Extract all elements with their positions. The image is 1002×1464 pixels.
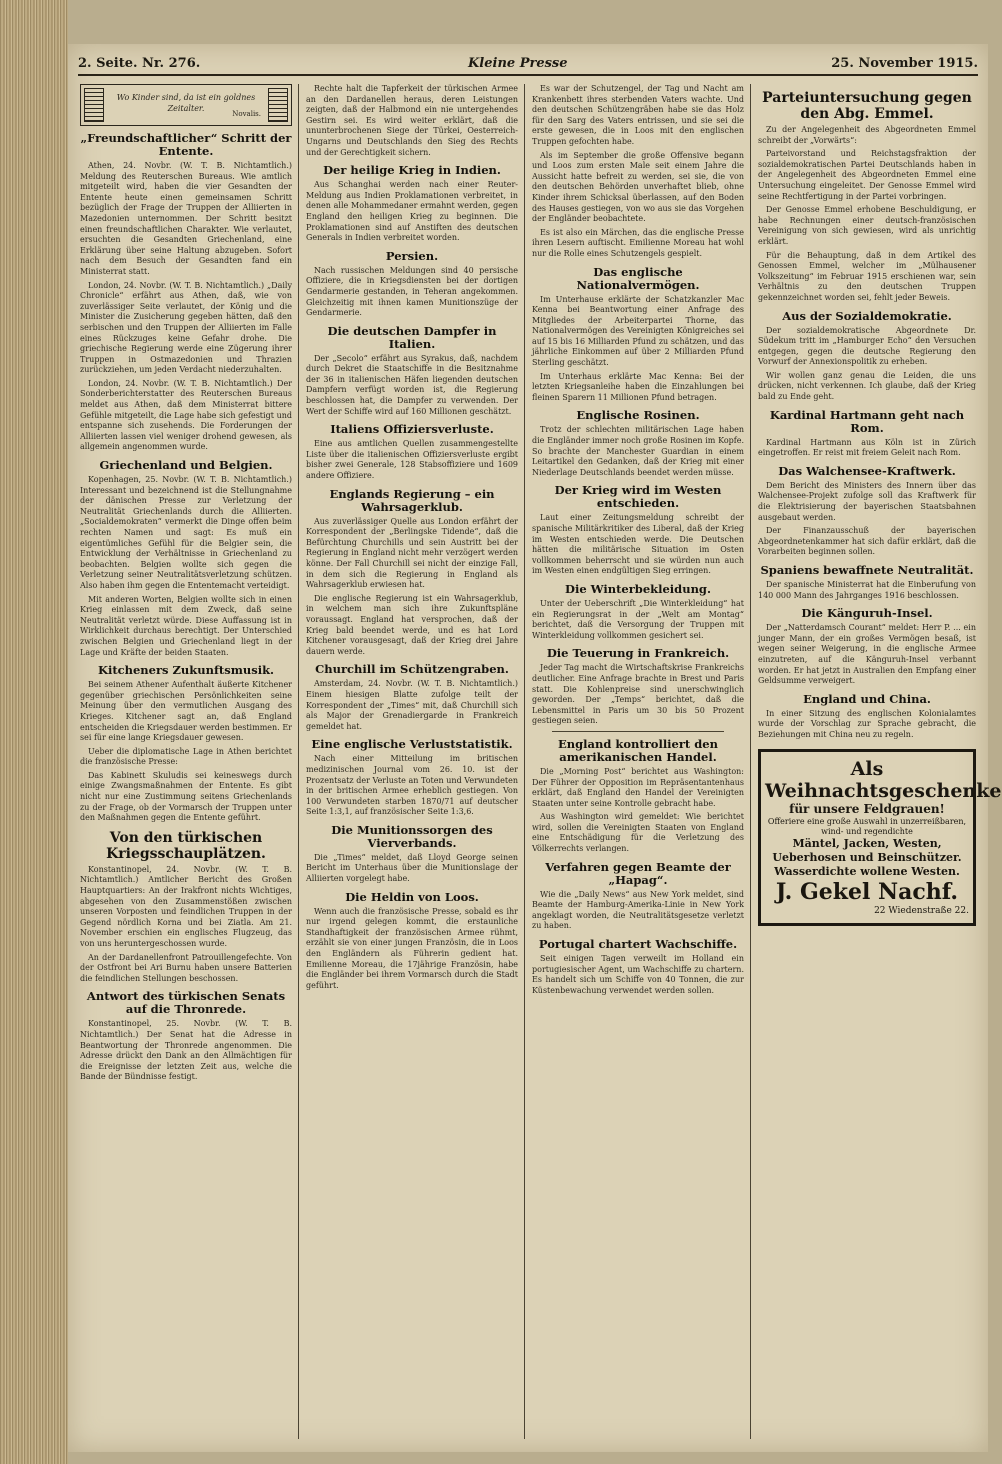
advertisement: [758, 749, 1002, 926]
paragraph: An der Dardanellenfront Patrouillengefechte. Von der Ostfront bei Ari Burnu haben unsere Batterien die feindlichen Stellungen beschossen.: [80, 952, 292, 983]
newspaper-page: [68, 44, 1002, 1452]
ad-headline: Als Weihnachtsgeschenke: [765, 757, 1002, 802]
column-rule: [298, 84, 299, 1439]
paragraph: Der „Secolo“ erfährt aus Syrakus, daß, nachdem durch Dekret die Staatschiffe in die Besitznahme der 36 in italienischen Häfen liegenden deutschen Dampfern verfügt worden ist, die Regierung beschlossen hat, die Dampfer zu verwenden. Der Wert der Schiffe wird auf 160 Millionen geschätzt.: [306, 353, 518, 416]
paragraph: Amsterdam, 24. Novbr. (W. T. B. Nichtamtlich.) Einem hiesigen Blatte zufolge teilt der Korrespondent der „Times“ mit, daß Churchill sich als Major der Grenadiergarde in Frankreich gemeldet hat.: [306, 679, 518, 731]
headline: Verfahren gegen Beamte der „Hapag“.: [545, 859, 731, 887]
headline: Parteiuntersuchung gegen den Abg. Emmel.: [762, 90, 972, 122]
paragraph: Zu der Angelegenheit des Abgeordneten Emmel schreibt der „Vorwärts“:: [758, 125, 976, 145]
headline: Griechenland und Belgien.: [99, 458, 273, 473]
paragraph: Athen, 24. Novbr. (W. T. B. Nichtamtlich.) Meldung des Reuterschen Bureaus. Wie amtlich mitgeteilt wird, haben die vier Gesandten der Entente heute einen gemeinsamen Schritt bezüglich der Frage der Truppen der Alliierten in Mazedonien unternommen. Der Schritt besitzt einen freundschaftlichen Charakter. Wie verlautet, ersuchten die Gesandten Griechenland, eine Erklärung über seine Haltung abzugeben. Sofort nach dem Besuch der Gesandten fand ein Ministerrat statt.: [80, 161, 292, 276]
paragraph: Nach einer Mitteilung im britischen medizinischen Journal vom 26. 10. ist der Prozentsatz der Verluste an Toten und Verwundeten in der britischen Armee erheblich gestiegen. Von 100 Verwundeten starben 1870/71 auf deutscher Seite 1:3,1, auf französischer Seite 1:3,6.: [306, 754, 518, 817]
headline: Die Känguruh-Insel.: [801, 606, 933, 621]
divider: [552, 731, 724, 732]
paragraph: Die englische Regierung ist ein Wahrsagerklub, in welchem man sich ihre Zukunftspläne voraussagt. England hat versprochen, daß der Krieg bald beendet werde, und es hat Lord Kitchener vorausgesagt, daß der Krieg drei Jahre dauern werde.: [306, 593, 518, 656]
ad-address: 22 Wiedenstraße 22.: [874, 905, 969, 916]
paragraph: Wenn auch die französische Presse, sobald es ihr nur irgend gelegen kommt, die erstaunliche Standhaftigkeit der französischen Armee rühmt, erzählt sie von einer jungen Französin, die in Loos den Engländern als Führerin gedient hat. Emilienne Moreau, die 17jährige Französin, habe die Engländer bei ihrem Vormarsch durch die Stadt geführt.: [306, 906, 518, 990]
paragraph: Der Finanzausschuß der bayerischen Abgeordnetenkammer hat sich dafür erklärt, daß die Vorarbeiten beginnen sollen.: [758, 526, 976, 557]
headline: Die Winterbekleidung.: [565, 581, 711, 596]
headline: England und China.: [803, 691, 931, 706]
ad-company: J. Gekel Nachf.: [775, 878, 959, 905]
paragraph: Rechte halt die Tapferkeit der türkischen Armee an den Dardanellen heraus, deren Leistungen zeigten, daß der Halbmond ein nie untergehendes Gestirn sei. Es wird weiter erklärt, daß die ununterbrochenen Siege der Türkei, Oesterreich-Ungarns und Deutschlands den Sieg des Rechts und der Gerechtigkeit sichern.: [306, 84, 518, 157]
paragraph: Aus Schanghai werden nach einer Reuter-Meldung aus Indien Proklamationen verbreitet, in denen alle Mohammedaner ermahnt werden, gegen England den heiligen Krieg zu beginnen. Die Proklamationen sind auf Anstiften des deutschen Generals in Indien verbreitet worden.: [306, 180, 518, 243]
motto-box: [80, 84, 292, 126]
paragraph: Wir wollen ganz genau die Leiden, die uns drücken, nicht verkennen. Ich glaube, daß der Krieg bald zu Ende geht.: [758, 370, 976, 402]
column-rule: [750, 84, 751, 1439]
paragraph: Der sozialdemokratische Abgeordnete Dr. Südekum tritt im „Hamburger Echo“ den Versuchen entgegen, gegen die deutsche Regierung den Vorwurf der Annexionspolitik zu erheben.: [758, 325, 976, 367]
headline: Das englische Nationalvermögen.: [576, 264, 700, 292]
paragraph: London, 24. Novbr. (W. T. B. Nichtamtlich.) Der Sonderberichterstatter des Reuterschen Bureaus meldet aus Athen, daß dem Ministerrat bittere Gefühle mitgeteilt, die Lage habe sich gefestigt und entspanne sich zusehends. Die Forderungen der Alliierten lassen viel weniger drohend gewesen, als allgemein angenommen wurde.: [80, 378, 292, 452]
headline: Von den türkischen Kriegsschauplätzen.: [106, 829, 266, 862]
paragraph: Es ist also ein Märchen, das die englische Presse ihren Lesern auftischt. Emilienne Moreau hat wohl nur die Rolle eines Schutzengels gespielt.: [532, 227, 744, 258]
paragraph: Jeder Tag macht die Wirtschaftskrise Frankreichs deutlicher. Eine Anfrage brachte in Brest und Paris statt. Die Kohlenpreise sind unerschwinglich geworden. Der „Temps“ berichtet, daß die Lebensmittel in Paris um 30 bis 50 Prozent gestiegen seien.: [532, 663, 744, 726]
headline: „Freundschaftlicher“ Schritt der Entente.: [80, 131, 292, 158]
paragraph: Der Genosse Emmel erhobene Beschuldigung, er habe Rechnungen einer deutsch-französischen Vereinigung von sich gewiesen, wird als unrichtig erklärt.: [758, 205, 976, 246]
paragraph: Kardinal Hartmann aus Köln ist in Zürich eingetroffen. Er reist mit freiem Geleit nach Rom.: [758, 437, 976, 458]
ad-products: Wasserdichte wollene Westen.: [774, 864, 960, 878]
column-2: [306, 84, 518, 1444]
paragraph: Konstantinopel, 25. Novbr. (W. T. B. Nichtamtlich.) Der Senat hat die Adresse in Beantwortung der Thronrede angenommen. Die Adresse drückt den Dank an den Allmächtigen für die Ereignisse der letzten Zeit aus, welche die Bande der Bündnisse festigt.: [80, 1019, 292, 1082]
paragraph: Unter der Ueberschrift „Die Winterkleidung“ hat ein Regierungsrat in der „Welt am Montag“ berichtet, daß die Versorgung der Truppen mit Winterkleidung vollkommen gesichert sei.: [532, 598, 744, 640]
headline: Antwort des türkischen Senats auf die Thronrede.: [86, 989, 286, 1017]
headline: England kontrolliert den amerikanischen Handel.: [558, 736, 718, 764]
paragraph: Kopenhagen, 25. Novbr. (W. T. B. Nichtamtlich.) Interessant und bezeichnend ist die Stellungnahme der dänischen Presse zur Verletzung der Neutralität Griechenlands durch die Alliierten. „Socialdemokraten“ vermerkt die Dinge offen beim rechten Namen und sagt: Es muß ein eigentümliches Gefühl für die Belgier sein, die Entwicklung der Verhältnisse in Griechenland zu beobachten. Belgien wollte sich gegen die Verletzung seiner Neutralitätsverletzung schützen. Also haben ihm gegen die Ententemacht verteidigt.: [80, 475, 292, 590]
column-4: [758, 84, 1002, 1444]
headline: Kardinal Hartmann geht nach Rom.: [769, 407, 965, 435]
paragraph: Aus Washington wird gemeldet: Wie berichtet wird, sollen die Vereinigten Staaten von England eine Entschädigung für die Verletzung des Völkerrechts verlangen.: [532, 812, 744, 854]
column-3: [532, 84, 744, 1444]
motto-author: Novalis.: [232, 110, 261, 118]
paragraph: London, 24. Novbr. (W. T. B. Nichtamtlich.) „Daily Chronicle“ erfährt aus Athen, daß, wie von zuverlässiger Seite verlautet, der König und die Minister die Zusicherung gegeben hätten, daß den serbischen und den Truppen der Alliierten im Falle eines Rückzuges keine Gefahr drohe. Die griechische Regierung werde eine Zügerung ihrer Truppen in Ostmazedonien und Thrazien zurückziehen, um jeden Verdacht niederzuhalten.: [80, 280, 292, 375]
headline: Die Teuerung in Frankreich.: [546, 646, 730, 661]
paragraph: Im Unterhause erklärte der Schatzkanzler Mac Kenna bei Beantwortung einer Anfrage des Mitgliedes der Arbeiterpartei Thorne, das Nationalvermögen des Vereinigten Königreiches sei auf 15 bis 16 Milliarden Pfund zu schätzen, und das jährliche Einkommen auf über 2 Milliarden Pfund Sterling geschätzt.: [532, 294, 744, 368]
headline: Die Heldin von Loos.: [345, 889, 479, 904]
paragraph: Ueber die diplomatische Lage in Athen berichtet die französische Presse:: [80, 746, 292, 767]
page-header: [78, 54, 978, 76]
paragraph: Wie die „Daily News“ aus New York meldet, sind Beamte der Hamburg-Amerika-Linie in New York angeklagt worden, die Neutralitätsgesetze verletzt zu haben.: [532, 889, 744, 931]
paragraph: Mit anderen Worten, Belgien wollte sich in einen Krieg einlassen mit dem Zweck, daß seine Neutralität verletzt würde. Diese Auffassung ist in Wirklichkeit durchaus berechtigt. Der Unterschied zwischen Belgien und Griechenland liegt in der Lage und Kräfte der beiden Staaten.: [80, 594, 292, 657]
paragraph: Im Unterhaus erklärte Mac Kenna: Bei der letzten Kriegsanleihe haben die Einzahlungen bei fleinen Sparern 11 Millionen Pfund betragen.: [532, 371, 744, 402]
paragraph: Eine aus amtlichen Quellen zusammengestellte Liste über die italienischen Offiziersverluste ergibt bisher zwei Generale, 128 Stabsoffiziere und 1609 andere Offiziere.: [306, 439, 518, 481]
paragraph: Die „Times“ meldet, daß Lloyd George seinen Bericht im Unterhaus über die Munitionslage der Alliierten vorgelegt habe.: [306, 852, 518, 884]
paragraph: Dem Bericht des Ministers des Innern über das Walchensee-Projekt zufolge soll das Kraftwerk für die Elektrisierung der bayerischen Staatsbahnen ausgebaut werden.: [758, 480, 976, 522]
paragraph: Aus zuverlässiger Quelle aus London erfährt der Korrespondent der „Berlingske Tidende“, daß die Befürchtung Churchills und sein Austritt bei der Regierung in England nicht mehr verzögert werden könne. Der Fall Churchill sei nicht der einzige Fall, in dem sich die Regierung in England als Wahrsagerklub erwiesen hat.: [306, 516, 518, 590]
headline: Spaniens bewaffnete Neutralität.: [760, 563, 974, 577]
book-binding-edge: [0, 0, 68, 1464]
newspaper-title: Kleine Presse: [468, 56, 568, 71]
issue-date: 25. November 1915.: [831, 56, 978, 71]
paragraph: Parteivorstand und Reichstagsfraktion der sozialdemokratischen Partei Deutschlands haben in der Angelegenheit des Abgeordneten Emmel eine Untersuchung eingeleitet. Der Genosse Emmel wird seine Rechtfertigung in der Partei vorbringen.: [758, 149, 976, 201]
headline: Die Munitionssorgen des Vierverbands.: [331, 822, 493, 850]
paragraph: Die „Morning Post“ berichtet aus Washington: Der Führer der Opposition im Repräsentantenhaus erklärt, daß England den Handel der Vereinigten Staaten unter seine Kontrolle gebracht habe.: [532, 766, 744, 808]
paragraph: Nach russischen Meldungen sind 40 persische Offiziere, die in Kriegsdiensten bei der dortigen Gendarmerie gestanden, in Teheran angekommen. Gleichzeitig mit ihnen kamen Munitionszüge der Gendarmerie.: [306, 265, 518, 318]
headline: Englische Rosinen.: [576, 408, 700, 423]
headline: Das Walchensee-Kraftwerk.: [778, 463, 956, 478]
ad-subheadline: für unsere Feldgrauen!: [789, 801, 945, 816]
headline: Der heilige Krieg in Indien.: [323, 163, 501, 178]
headline: Persien.: [385, 248, 439, 263]
headline: Eine englische Verluststatistik.: [311, 737, 513, 752]
paragraph: Das Kabinett Skuludis sei keineswegs durch einige Zwangsmaßnahmen der Entente. Es gibt nicht nur eine Zustimmung seitens Griechenlands zu der Frage, ob der Vormarsch der Truppen unter den Maßnahmen gegen die Entente geführt.: [80, 770, 292, 823]
motto-text: Wo Kinder sind, da ist ein goldnes Zeitalter.: [116, 93, 256, 113]
paragraph: Konstantinopel, 24. Novbr. (W. T. B. Nichtamtlich.) Amtlicher Bericht des Großen Hauptquartiers: An der Irakfront nichts Wichtiges, abgesehen von den Zusammenstößen zwischen unseren Vorposten und feindlichen Truppen in der Gegend nördlich Korna und bei Ziatla. Am 21. November erschien ein englisches Flugzeug, das von uns heruntergeschossen wurde.: [80, 864, 292, 948]
headline: Der Krieg wird im Westen entschieden.: [554, 483, 722, 511]
ornament-right-icon: [268, 88, 288, 122]
paragraph: Seit einigen Tagen verweilt im Holland ein portugiesischer Agent, um Wachschiffe zu chartern. Es handelt sich um Schiffe von 40 Tonnen, die zur Küstenbewachung verwendet werden sollen.: [532, 954, 744, 995]
headline: Aus der Sozialdemokratie.: [782, 308, 952, 323]
paragraph: Als im September die große Offensive begann und Loos zum ersten Male seit einem Jahre die Aussicht hatte befreit zu werden, sei sie, die von den deutschen Behörden unverhaftet blieb, ohne Kinder ihrem Schicksal überlassen, auf den Boden des Hauses gestiegen, von wo aus sie das Vorgehen der Engländer beobachtete.: [532, 150, 744, 224]
paragraph: Trotz der schlechten militärischen Lage haben die Engländer immer noch große Rosinen im Kopfe. So brachte der Manchester Guardian in einem Leitartikel den Gedanken, daß der Krieg mit einer Niederlage Deutschlands beendet werden müsse.: [532, 425, 744, 477]
paragraph: Für die Behauptung, daß in dem Artikel des Genossen Emmel, welcher im „Mülhausener Volkszeitung“ im Februar 1915 erschienen war, sein Verhältnis zu den deutschen Truppen gekennzeichnet worden sei, fehlt jeder Beweis.: [758, 250, 976, 302]
column-rule: [524, 84, 525, 1439]
headline: Englands Regierung – ein Wahrsagerklub.: [329, 486, 495, 514]
headline: Portugal chartert Wachschiffe.: [538, 937, 738, 952]
paragraph: Es war der Schutzengel, der Tag und Nacht am Krankenbett ihres sterbenden Vaters wachte. Und den deutschen Schützengräben habe sie das Holz für den Sarg des Vaters entrissen, und sie sei die erste gewesen, die in Loos mit den englischen Truppen gefochten habe.: [532, 84, 744, 146]
paragraph: Bei seinem Athener Aufenthalt äußerte Kitchener gegenüber griechischen Persönlichkeiten seine Meinung über den vermutlichen Ausgang des Krieges. Kitchener sagt an, daß England entscheiden die Kriegsdauer werden bestimmen. Er sei für eine lange Kriegsdauer gewesen.: [80, 680, 292, 743]
ad-products: Mäntel, Jacken, Westen,: [792, 836, 942, 850]
ad-products: Ueberhosen und Beinschützer.: [772, 850, 962, 864]
headline: Kitcheners Zukunftsmusik.: [97, 663, 275, 678]
headline: Die deutschen Dampfer in Italien.: [327, 323, 497, 351]
headline: Churchill im Schützengraben.: [315, 662, 509, 677]
page-number: 2. Seite. Nr. 276.: [78, 56, 201, 71]
ad-text: Offeriere eine große Auswahl in unzerreißbaren, wind- und regendichte: [767, 816, 967, 836]
paragraph: Der spanische Ministerrat hat die Einberufung von 140 000 Mann des Jahrganges 1916 beschlossen.: [758, 580, 976, 600]
paragraph: Laut einer Zeitungsmeldung schreibt der spanische Militärkritiker des Liberal, daß der Krieg im Westen entschieden werde. Die Deutschen hätten die militärische Situation im Osten vollkommen beherrscht und sie würden nun auch im Westen einen endgültigen Sieg erringen.: [532, 513, 744, 576]
paragraph: Der „Natterdamsch Courant“ meldet: Herr P. ... ein junger Mann, der ein großes Vermögen besaß, ist wegen seiner Weigerung, in die englische Armee einzutreten, auf die Känguruh-Insel verbannt worden. Er hat jetzt in Australien den Empfang einer Geldsumme verweigert.: [758, 623, 976, 686]
column-1: [80, 84, 292, 1444]
paragraph: In einer Sitzung des englischen Kolonialamtes wurde der Vorschlag zur Sprache gebracht, die Beziehungen mit China neu zu regeln.: [758, 708, 976, 739]
ornament-left-icon: [84, 88, 104, 122]
headline: Italiens Offiziersverluste.: [330, 422, 494, 437]
